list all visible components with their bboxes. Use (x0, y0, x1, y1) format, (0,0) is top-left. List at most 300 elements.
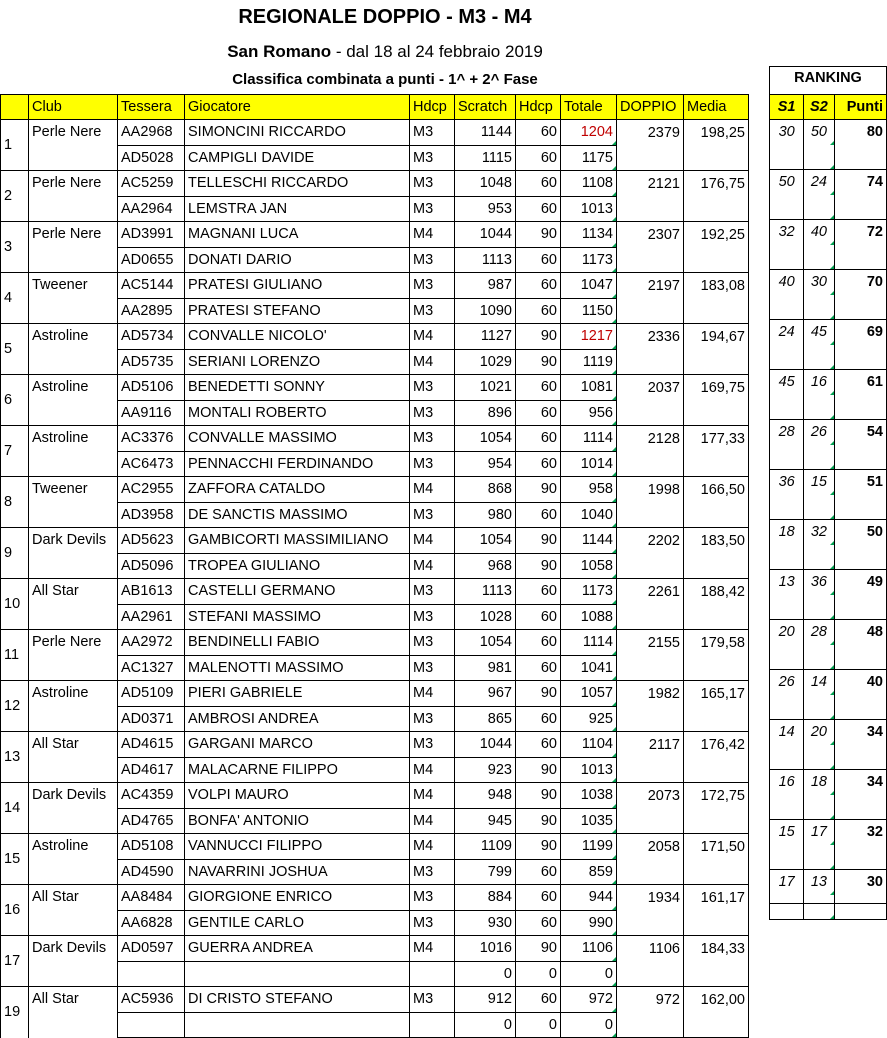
media-cell: 188,42 (684, 579, 749, 605)
ranking-s1: 26 (770, 670, 804, 695)
position-cell: 14 (1, 783, 29, 834)
totale-cell: 956 (561, 400, 617, 426)
scratch-cell: 923 (455, 757, 516, 783)
ranking-s2: 15 (804, 470, 834, 495)
tessera-cell: AA2964 (118, 196, 185, 222)
player-name: GAMBICORTI MASSIMILIANO (185, 528, 410, 554)
totale-cell: 0 (561, 1012, 617, 1038)
tessera-cell: AD3958 (118, 502, 185, 528)
ranking-s1: 36 (770, 470, 804, 495)
ranking-punti: 70 (834, 270, 886, 295)
totale-cell: 1173 (561, 247, 617, 273)
hdcp-cell: 60 (516, 426, 561, 452)
media-cell (684, 349, 749, 375)
hdcp-cell: 60 (516, 247, 561, 273)
ranking-punti (834, 645, 886, 670)
hdcp-cell: 60 (516, 502, 561, 528)
tessera-cell: AD4590 (118, 859, 185, 885)
ranking-punti (834, 345, 886, 370)
media-cell: 176,42 (684, 732, 749, 758)
doppio-cell: 1934 (617, 885, 684, 911)
ranking-s2 (804, 895, 834, 920)
club-cell: Tweener (29, 477, 118, 528)
doppio-cell (617, 298, 684, 324)
category-cell (410, 961, 455, 987)
doppio-cell (617, 604, 684, 630)
player-name: CONVALLE MASSIMO (185, 426, 410, 452)
club-cell: All Star (29, 885, 118, 936)
player-name: MONTALI ROBERTO (185, 400, 410, 426)
ranking-row (770, 495, 887, 520)
ranking-s1: 15 (770, 820, 804, 845)
ranking-header-punti: Punti (834, 95, 886, 120)
media-cell (684, 145, 749, 171)
hdcp-cell: 90 (516, 834, 561, 860)
ranking-row (770, 470, 887, 495)
tessera-cell: AD4615 (118, 732, 185, 758)
ranking-title: RANKING (794, 70, 862, 86)
doppio-cell (617, 247, 684, 273)
ranking-s2: 20 (804, 720, 834, 745)
table-row (1, 936, 749, 962)
totale-cell: 990 (561, 910, 617, 936)
hdcp-cell: 60 (516, 451, 561, 477)
ranking-punti: 40 (834, 670, 886, 695)
position-cell: 7 (1, 426, 29, 477)
player-name: BENDINELLI FABIO (185, 630, 410, 656)
club-cell: Perle Nere (29, 222, 118, 273)
totale-cell: 1013 (561, 757, 617, 783)
scratch-cell: 1113 (455, 247, 516, 273)
ranking-s1 (770, 345, 804, 370)
ranking-s2 (804, 495, 834, 520)
doppio-cell: 1998 (617, 477, 684, 503)
ranking-s1: 14 (770, 720, 804, 745)
ranking-row (770, 620, 887, 645)
tessera-cell: AD5623 (118, 528, 185, 554)
ranking-punti (834, 445, 886, 470)
player-name: PENNACCHI FERDINANDO (185, 451, 410, 477)
header-totale: Totale (561, 95, 617, 120)
media-cell (684, 451, 749, 477)
hdcp-cell: 60 (516, 987, 561, 1013)
scratch-cell: 930 (455, 910, 516, 936)
ranking-punti (834, 395, 886, 420)
totale-cell: 1035 (561, 808, 617, 834)
ranking-s2: 32 (804, 520, 834, 545)
media-cell (684, 757, 749, 783)
ranking-header-s1: S1 (770, 95, 804, 120)
header-club: Club (29, 95, 118, 120)
ranking-s1: 50 (770, 170, 804, 195)
tessera-cell: AA9116 (118, 400, 185, 426)
tessera-cell: AD4617 (118, 757, 185, 783)
ranking-punti (834, 145, 886, 170)
ranking-row (770, 295, 887, 320)
ranking-punti: 48 (834, 620, 886, 645)
ranking-row (770, 695, 887, 720)
doppio-cell (617, 757, 684, 783)
hdcp-cell: 90 (516, 553, 561, 579)
doppio-cell (617, 961, 684, 987)
ranking-row (770, 770, 887, 795)
ranking-table (769, 94, 887, 920)
player-name: ZAFFORA CATALDO (185, 477, 410, 503)
ranking-s1: 40 (770, 270, 804, 295)
ranking-punti (834, 895, 886, 920)
ranking-s1: 20 (770, 620, 804, 645)
category-cell: M3 (410, 196, 455, 222)
ranking-s1 (770, 895, 804, 920)
doppio-cell (617, 655, 684, 681)
hdcp-cell: 60 (516, 120, 561, 146)
ranking-row (770, 320, 887, 345)
category-cell: M3 (410, 579, 455, 605)
ranking-punti: 51 (834, 470, 886, 495)
header-hdcp-cat: Hdcp (410, 95, 455, 120)
scratch-cell: 1115 (455, 145, 516, 171)
category-cell: M3 (410, 247, 455, 273)
player-name: DI CRISTO STEFANO (185, 987, 410, 1013)
player-name: GENTILE CARLO (185, 910, 410, 936)
media-cell (684, 706, 749, 732)
player-name: GIORGIONE ENRICO (185, 885, 410, 911)
totale-cell: 1144 (561, 528, 617, 554)
tessera-cell: AD5028 (118, 145, 185, 171)
hdcp-cell: 60 (516, 196, 561, 222)
media-cell: 166,50 (684, 477, 749, 503)
totale-cell: 1014 (561, 451, 617, 477)
media-cell: 162,00 (684, 987, 749, 1013)
table-row (1, 477, 749, 503)
scratch-cell: 954 (455, 451, 516, 477)
ranking-s1 (770, 295, 804, 320)
ranking-row (770, 845, 887, 870)
totale-cell: 1150 (561, 298, 617, 324)
club-cell: Astroline (29, 324, 118, 375)
position-cell: 8 (1, 477, 29, 528)
player-name (185, 1012, 410, 1038)
scratch-cell: 1054 (455, 528, 516, 554)
ranking-s2: 28 (804, 620, 834, 645)
ranking-punti: 69 (834, 320, 886, 345)
ranking-row (770, 870, 887, 895)
club-cell: All Star (29, 579, 118, 630)
category-cell: M3 (410, 885, 455, 911)
player-name: MALACARNE FILIPPO (185, 757, 410, 783)
totale-cell: 1204 (561, 120, 617, 146)
ranking-punti: 34 (834, 770, 886, 795)
club-cell: Dark Devils (29, 528, 118, 579)
player-name: SIMONCINI RICCARDO (185, 120, 410, 146)
scratch-cell: 968 (455, 553, 516, 579)
media-cell (684, 910, 749, 936)
player-name: PIERI GABRIELE (185, 681, 410, 707)
player-name: DE SANCTIS MASSIMO (185, 502, 410, 528)
ranking-s2 (804, 295, 834, 320)
player-name: PRATESI STEFANO (185, 298, 410, 324)
hdcp-cell: 60 (516, 273, 561, 299)
player-name: BONFA' ANTONIO (185, 808, 410, 834)
ranking-s2: 26 (804, 420, 834, 445)
scratch-cell: 896 (455, 400, 516, 426)
doppio-cell (617, 451, 684, 477)
scratch-cell: 1144 (455, 120, 516, 146)
ranking-s2: 36 (804, 570, 834, 595)
ranking-s1 (770, 245, 804, 270)
ranking-s2 (804, 345, 834, 370)
ranking-punti: 74 (834, 170, 886, 195)
scratch-cell: 981 (455, 655, 516, 681)
ranking-s2 (804, 145, 834, 170)
tessera-cell: AA8484 (118, 885, 185, 911)
ranking-row (770, 170, 887, 195)
hdcp-cell: 60 (516, 732, 561, 758)
hdcp-cell: 90 (516, 528, 561, 554)
table-row (1, 120, 749, 146)
category-cell: M3 (410, 273, 455, 299)
ranking-row (770, 520, 887, 545)
tessera-cell: AD5106 (118, 375, 185, 401)
position-cell: 3 (1, 222, 29, 273)
ranking-s2 (804, 245, 834, 270)
totale-cell: 859 (561, 859, 617, 885)
table-row (1, 324, 749, 350)
media-cell (684, 655, 749, 681)
ranking-punti: 61 (834, 370, 886, 395)
tessera-cell: AA2968 (118, 120, 185, 146)
doppio-cell (617, 1012, 684, 1038)
ranking-s1 (770, 745, 804, 770)
scratch-cell: 1044 (455, 732, 516, 758)
ranking-s1 (770, 395, 804, 420)
doppio-cell (617, 859, 684, 885)
doppio-cell: 2261 (617, 579, 684, 605)
table-row (1, 426, 749, 452)
ranking-row (770, 120, 887, 145)
hdcp-cell: 60 (516, 579, 561, 605)
table-row (1, 273, 749, 299)
category-cell: M4 (410, 222, 455, 248)
section-title: Classifica combinata a punti - 1^ + 2^ Fase (232, 71, 538, 88)
media-cell (684, 1012, 749, 1038)
player-name: NAVARRINI JOSHUA (185, 859, 410, 885)
ranking-punti (834, 195, 886, 220)
club-cell: Astroline (29, 426, 118, 477)
media-cell (684, 502, 749, 528)
category-cell (410, 1012, 455, 1038)
media-cell: 184,33 (684, 936, 749, 962)
hdcp-cell: 60 (516, 145, 561, 171)
ranking-s2 (804, 595, 834, 620)
doppio-cell: 2121 (617, 171, 684, 197)
category-cell: M3 (410, 859, 455, 885)
media-cell (684, 247, 749, 273)
club-cell: Perle Nere (29, 630, 118, 681)
ranking-punti: 80 (834, 120, 886, 145)
scratch-cell: 1029 (455, 349, 516, 375)
ranking-s2 (804, 695, 834, 720)
position-cell: 11 (1, 630, 29, 681)
header-doppio: DOPPIO (617, 95, 684, 120)
player-name (185, 961, 410, 987)
doppio-cell: 2128 (617, 426, 684, 452)
ranking-s2: 30 (804, 270, 834, 295)
scratch-cell: 884 (455, 885, 516, 911)
category-cell: M4 (410, 757, 455, 783)
media-cell: 161,17 (684, 885, 749, 911)
category-cell: M3 (410, 910, 455, 936)
position-cell: 9 (1, 528, 29, 579)
ranking-row (770, 745, 887, 770)
tessera-cell: AD0597 (118, 936, 185, 962)
category-cell: M4 (410, 477, 455, 503)
category-cell: M3 (410, 604, 455, 630)
tessera-cell: AC4359 (118, 783, 185, 809)
scratch-cell: 1044 (455, 222, 516, 248)
ranking-s2: 45 (804, 320, 834, 345)
ranking-s2 (804, 745, 834, 770)
tessera-cell: AC5144 (118, 273, 185, 299)
ranking-s2: 17 (804, 820, 834, 845)
ranking-punti: 32 (834, 820, 886, 845)
tessera-cell: AC2955 (118, 477, 185, 503)
ranking-s2: 16 (804, 370, 834, 395)
ranking-row (770, 670, 887, 695)
ranking-s2: 14 (804, 670, 834, 695)
player-name: GARGANI MARCO (185, 732, 410, 758)
ranking-s1 (770, 695, 804, 720)
position-cell: 16 (1, 885, 29, 936)
totale-cell: 944 (561, 885, 617, 911)
ranking-row (770, 345, 887, 370)
tessera-cell: AD5108 (118, 834, 185, 860)
player-name: CAMPIGLI DAVIDE (185, 145, 410, 171)
totale-cell: 1041 (561, 655, 617, 681)
tessera-cell: AA2972 (118, 630, 185, 656)
scratch-cell: 1028 (455, 604, 516, 630)
scratch-cell: 912 (455, 987, 516, 1013)
tessera-cell (118, 1012, 185, 1038)
ranking-s1: 17 (770, 870, 804, 895)
doppio-cell (617, 196, 684, 222)
hdcp-cell: 60 (516, 375, 561, 401)
ranking-punti: 34 (834, 720, 886, 745)
totale-cell: 1104 (561, 732, 617, 758)
ranking-s1 (770, 795, 804, 820)
scratch-cell: 1021 (455, 375, 516, 401)
category-cell: M3 (410, 145, 455, 171)
ranking-s2 (804, 645, 834, 670)
table-row (1, 885, 749, 911)
header-hdcp: Hdcp (516, 95, 561, 120)
totale-cell: 1088 (561, 604, 617, 630)
table-row (1, 987, 749, 1013)
hdcp-cell: 90 (516, 477, 561, 503)
ranking-row (770, 720, 887, 745)
club-cell: All Star (29, 732, 118, 783)
scratch-cell: 1054 (455, 426, 516, 452)
ranking-punti: 30 (834, 870, 886, 895)
table-row (1, 630, 749, 656)
ranking-punti: 72 (834, 220, 886, 245)
media-cell (684, 859, 749, 885)
scratch-cell: 1090 (455, 298, 516, 324)
scratch-cell: 1016 (455, 936, 516, 962)
scratch-cell: 980 (455, 502, 516, 528)
ranking-row (770, 545, 887, 570)
doppio-cell (617, 910, 684, 936)
doppio-cell (617, 349, 684, 375)
ranking-s1 (770, 545, 804, 570)
category-cell: M3 (410, 502, 455, 528)
tessera-cell: AC5259 (118, 171, 185, 197)
ranking-s1: 45 (770, 370, 804, 395)
ranking-s2 (804, 795, 834, 820)
category-cell: M4 (410, 834, 455, 860)
table-row (1, 681, 749, 707)
totale-cell: 925 (561, 706, 617, 732)
table-row (1, 834, 749, 860)
doppio-cell: 2155 (617, 630, 684, 656)
totale-cell: 1081 (561, 375, 617, 401)
position-cell: 17 (1, 936, 29, 987)
table-row (1, 579, 749, 605)
category-cell: M3 (410, 375, 455, 401)
scratch-cell: 953 (455, 196, 516, 222)
media-cell: 172,75 (684, 783, 749, 809)
ranking-punti: 54 (834, 420, 886, 445)
media-cell: 194,67 (684, 324, 749, 350)
doppio-cell (617, 808, 684, 834)
hdcp-cell: 90 (516, 757, 561, 783)
page-title: REGIONALE DOPPIO - M3 - M4 (238, 6, 532, 28)
club-cell: All Star (29, 987, 118, 1038)
hdcp-cell: 90 (516, 783, 561, 809)
doppio-cell: 1982 (617, 681, 684, 707)
media-cell (684, 808, 749, 834)
scratch-cell: 1054 (455, 630, 516, 656)
tessera-cell: AD4765 (118, 808, 185, 834)
tessera-cell: AC1327 (118, 655, 185, 681)
tessera-cell: AC5936 (118, 987, 185, 1013)
ranking-row (770, 595, 887, 620)
page-subtitle (0, 42, 770, 62)
club-cell: Dark Devils (29, 936, 118, 987)
ranking-row (770, 795, 887, 820)
ranking-row (770, 245, 887, 270)
player-name: CONVALLE NICOLO' (185, 324, 410, 350)
category-cell: M4 (410, 349, 455, 375)
scratch-cell: 1113 (455, 579, 516, 605)
totale-cell: 1038 (561, 783, 617, 809)
category-cell: M4 (410, 324, 455, 350)
tessera-cell: AD5735 (118, 349, 185, 375)
tessera-cell: AC3376 (118, 426, 185, 452)
media-cell (684, 961, 749, 987)
ranking-row (770, 220, 887, 245)
ranking-s1 (770, 645, 804, 670)
club-cell: Perle Nere (29, 171, 118, 222)
hdcp-cell: 90 (516, 349, 561, 375)
header-pos (1, 95, 29, 120)
media-cell: 169,75 (684, 375, 749, 401)
hdcp-cell: 0 (516, 1012, 561, 1038)
ranking-s2 (804, 195, 834, 220)
totale-cell: 1040 (561, 502, 617, 528)
player-name: CASTELLI GERMANO (185, 579, 410, 605)
category-cell: M4 (410, 783, 455, 809)
